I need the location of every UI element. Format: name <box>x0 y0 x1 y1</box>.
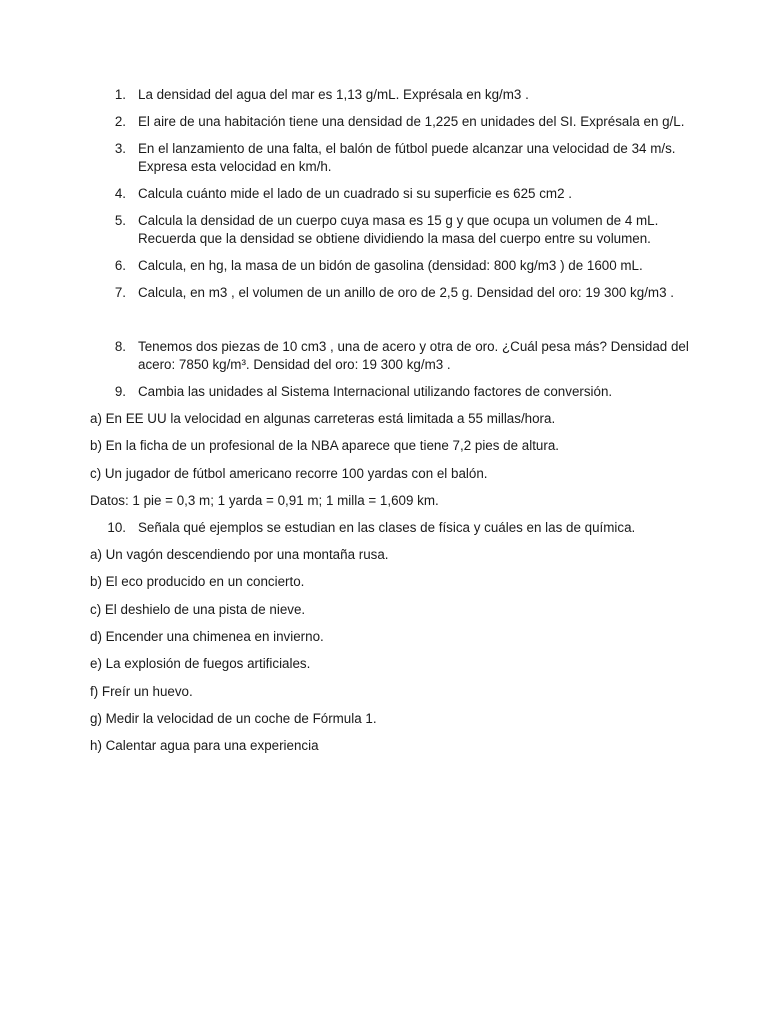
q10-item-g: g) Medir la velocidad de un coche de Fórmula 1. <box>90 710 377 726</box>
question-number: 9. <box>114 384 126 399</box>
q9-item-b: b) En la ficha de un profesional de la NBA aparece que tiene 7,2 pies de altura. <box>90 438 559 454</box>
question-7 <box>90 284 690 302</box>
question-text: El aire de una habitación tiene una densidad de 1,225 en unidades del SI. Exprésala en g/L. <box>138 114 685 129</box>
question-text: Calcula, en hg, la masa de un bidón de gasolina (densidad: 800 kg/m3 ) de 1600 mL. <box>138 258 643 273</box>
q9-data-note: Datos: 1 pie = 0,3 m; 1 yarda = 0,91 m; 1 milla = 1,609 km. <box>90 492 439 508</box>
q10-item-d: d) Encender una chimenea en invierno. <box>90 629 324 645</box>
question-6 <box>90 257 690 275</box>
question-text: Cambia las unidades al Sistema Internacional utilizando factores de conversión. <box>138 384 613 399</box>
question-1 <box>90 86 690 104</box>
question-number: 7. <box>114 285 126 300</box>
question-number: 5. <box>114 213 126 228</box>
q10-item-f: f) Freír un huevo. <box>90 683 193 699</box>
question-3 <box>90 140 690 176</box>
question-number: 8. <box>114 339 126 354</box>
question-text: Tenemos dos piezas de 10 cm3 , una de acero y otra de oro. ¿Cuál pesa más? Densidad del acero: 7850 kg/m³. Densidad del oro: 19 300 kg/m3 . <box>138 339 689 372</box>
question-8 <box>90 338 690 374</box>
question-text: Señala qué ejemplos se estudian en las clases de física y cuáles en las de química. <box>138 520 636 536</box>
question-number: 6. <box>114 258 126 273</box>
q10-item-a: a) Un vagón descendiendo por una montaña rusa. <box>90 547 389 563</box>
q10-item-c: c) El deshielo de una pista de nieve. <box>90 601 306 617</box>
question-4 <box>90 185 690 203</box>
question-2 <box>90 113 690 131</box>
question-text: La densidad del agua del mar es 1,13 g/mL. Exprésala en kg/m3 . <box>138 87 529 102</box>
document-page <box>90 86 690 765</box>
q10-item-e: e) La explosión de fuegos artificiales. <box>90 656 311 672</box>
q9-item-a: a) En EE UU la velocidad en algunas carreteras está limitada a 55 millas/hora. <box>90 411 556 426</box>
question-number: 4. <box>114 186 126 201</box>
question-number: 3. <box>114 141 126 156</box>
question-text: Calcula cuánto mide el lado de un cuadrado si su superficie es 625 cm2 . <box>138 186 572 201</box>
q9-item-c: c) Un jugador de fútbol americano recorre 100 yardas con el balón. <box>90 465 488 481</box>
question-number: 2. <box>114 114 126 129</box>
q10-item-b: b) El eco producido en un concierto. <box>90 574 305 590</box>
question-number: 1. <box>114 87 126 102</box>
blank-line <box>90 311 690 338</box>
question-text: En el lanzamiento de una falta, el balón de fútbol puede alcanzar una velocidad de 34 m/s. Expresa esta velocidad en km/h. <box>138 141 676 174</box>
question-10 <box>90 519 690 537</box>
question-text: Calcula la densidad de un cuerpo cuya masa es 15 g y que ocupa un volumen de 4 mL. Recuerda que la densidad se obtiene dividiendo la masa del cuerpo entre su volumen. <box>138 213 659 246</box>
q10-item-h: h) Calentar agua para una experiencia <box>90 738 319 754</box>
question-9 <box>90 383 690 401</box>
question-5 <box>90 212 690 248</box>
question-text: Calcula, en m3 , el volumen de un anillo de oro de 2,5 g. Densidad del oro: 19 300 kg/m3 . <box>138 285 674 300</box>
question-number: 10. <box>107 520 126 536</box>
